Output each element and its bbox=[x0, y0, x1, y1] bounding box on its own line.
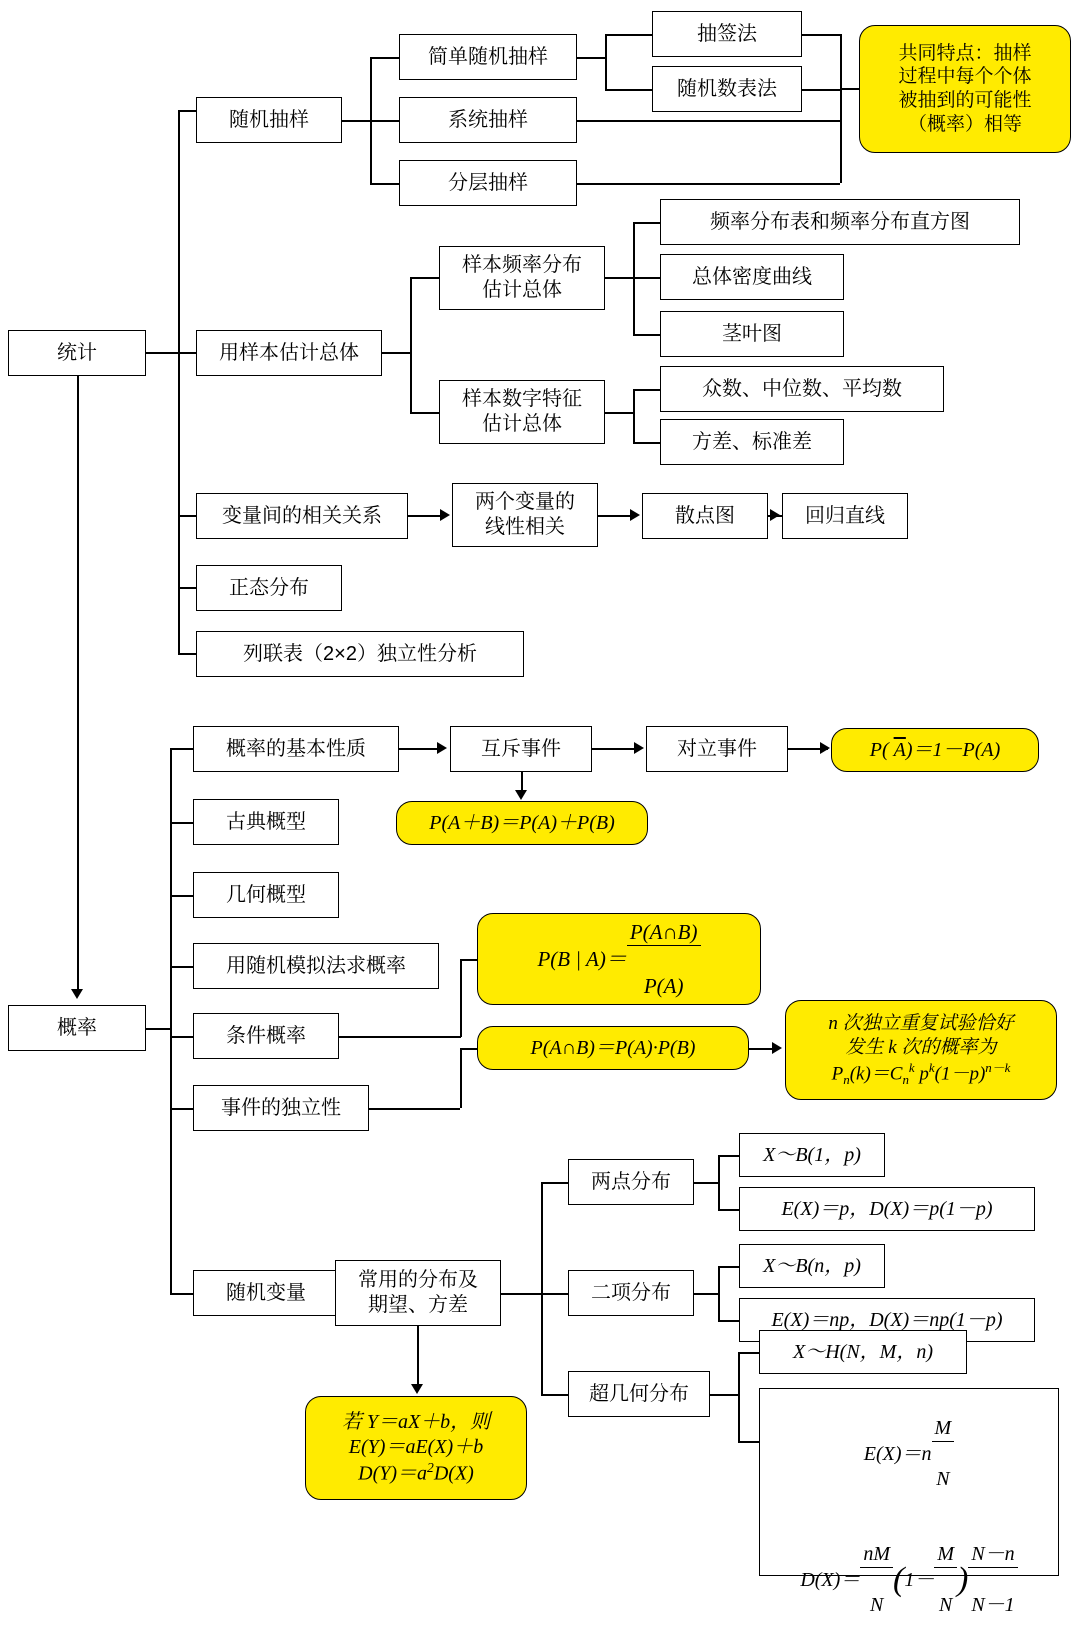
node-chaojihefenbu: 超几何分布 bbox=[568, 1371, 710, 1417]
formula-chaojihe-dx bbox=[800, 1517, 1017, 1643]
node-erxiangfenbu: 二项分布 bbox=[568, 1270, 694, 1316]
connector bbox=[170, 966, 194, 968]
node-chouqianfa: 抽签法 bbox=[652, 11, 802, 57]
formula-chaojihe-ex bbox=[864, 1391, 954, 1517]
connector bbox=[840, 34, 842, 183]
connector bbox=[633, 389, 635, 443]
node-sandiantu: 散点图 bbox=[642, 493, 768, 539]
connector bbox=[718, 1155, 740, 1157]
connector bbox=[501, 1293, 541, 1295]
node-gailvjibenxingzhi: 概率的基本性质 bbox=[193, 726, 399, 772]
connector bbox=[370, 120, 400, 122]
node-liangdianfenbu: 两点分布 bbox=[568, 1159, 694, 1205]
formula-chaojihe-dx-mid: 1－ bbox=[904, 1568, 935, 1591]
connector bbox=[605, 277, 633, 279]
formula-chaojihe-dx-frac2 bbox=[934, 1517, 957, 1643]
connector bbox=[170, 822, 194, 824]
connector bbox=[718, 1266, 740, 1268]
formula-chaojihe-dx-den1: N bbox=[869, 1594, 884, 1616]
connector bbox=[718, 1209, 740, 1211]
arrow-icon bbox=[820, 742, 830, 754]
node-fangcha: 方差、标准差 bbox=[660, 419, 844, 465]
connector bbox=[460, 1048, 478, 1050]
connector bbox=[417, 1326, 419, 1388]
connector bbox=[382, 352, 410, 354]
formula-chaojihe-dx-den3: N－1 bbox=[971, 1594, 1015, 1616]
connector bbox=[718, 1155, 720, 1210]
connector bbox=[605, 34, 653, 36]
connector bbox=[738, 1352, 740, 1442]
node-duilishijian: 对立事件 bbox=[646, 726, 788, 772]
connector bbox=[408, 515, 440, 517]
formula-tiaojiangailv bbox=[477, 913, 761, 1005]
node-fencengchouyang: 分层抽样 bbox=[399, 160, 577, 206]
formula-linear-line1: 若 Y＝aX＋b，则 bbox=[341, 1410, 491, 1433]
paren-close: ) bbox=[956, 1560, 969, 1598]
formula-bernoulli-line2: 发生 k 次的概率为 bbox=[845, 1036, 997, 1058]
connector bbox=[577, 57, 605, 59]
connector bbox=[170, 1293, 194, 1295]
formula-chaojihe-dx-frac1 bbox=[860, 1517, 893, 1643]
node-huiguizhixian: 回归直线 bbox=[782, 493, 908, 539]
formula-bernoulli-line1: n 次独立重复试验恰好 bbox=[828, 1013, 1014, 1035]
node-suijimoni: 用随机模拟法求概率 bbox=[193, 943, 439, 989]
formula-chaojihe-moments bbox=[759, 1388, 1059, 1616]
connector bbox=[718, 1266, 720, 1321]
node-jihegailixing: 几何概型 bbox=[193, 872, 339, 918]
formula-erxiang-2: E(X)＝np，D(X)＝np(1－p) bbox=[739, 1298, 1035, 1342]
formula-chaojihe-dx-frac3 bbox=[968, 1517, 1017, 1643]
connector bbox=[605, 412, 633, 414]
formula-chaojihe-ex-num: M bbox=[932, 1416, 955, 1442]
connector bbox=[633, 222, 661, 224]
connector bbox=[339, 1036, 461, 1038]
connector bbox=[541, 1182, 543, 1394]
formula-chaojihe-dx-left: D(X)＝ bbox=[800, 1568, 861, 1591]
connector bbox=[577, 183, 840, 185]
connector bbox=[710, 1394, 738, 1396]
connector bbox=[410, 277, 440, 279]
connector bbox=[178, 110, 180, 655]
connector bbox=[146, 352, 178, 354]
connector bbox=[460, 959, 462, 1037]
node-zhengtaifenbu: 正态分布 bbox=[196, 565, 342, 611]
arrow-icon bbox=[411, 1384, 423, 1394]
node-tongji: 统计 bbox=[8, 330, 146, 376]
connector bbox=[802, 34, 840, 36]
node-bianliangxiangguan: 变量间的相关关系 bbox=[196, 493, 408, 539]
formula-tiaojian-fraction bbox=[627, 893, 701, 1025]
node-suijichouyang: 随机抽样 bbox=[196, 97, 342, 143]
connector bbox=[410, 277, 412, 412]
connector bbox=[370, 57, 400, 59]
formula-tiaojian-denominator: P(A) bbox=[643, 973, 684, 998]
node-pinlvfenbubiao: 频率分布表和频率分布直方图 bbox=[660, 199, 1020, 245]
formula-chaojihe-dx-den2: N bbox=[938, 1594, 953, 1616]
node-huchishijian: 互斥事件 bbox=[450, 726, 592, 772]
node-gongtongtedian: 共同特点：抽样 过程中每个个体 被抽到的可能性 （概率）相等 bbox=[859, 25, 1071, 153]
formula-chaojihe-dx-num3: N－n bbox=[968, 1542, 1017, 1568]
connector bbox=[605, 34, 607, 91]
connector bbox=[694, 1182, 718, 1184]
node-suijibianliang: 随机变量 bbox=[193, 1270, 339, 1316]
connector bbox=[605, 89, 653, 91]
formula-linear-transform bbox=[305, 1396, 527, 1500]
node-zhongshu: 众数、中位数、平均数 bbox=[660, 366, 944, 412]
node-gudiangailixing: 古典概型 bbox=[193, 799, 339, 845]
formula-erxiang-1: X～B(n，p) bbox=[739, 1244, 885, 1288]
connector bbox=[633, 334, 661, 336]
connector bbox=[170, 1108, 194, 1110]
connector bbox=[738, 1352, 760, 1354]
formula-duili-text: P( $\overline{A})=1-P(A)$ bbox=[869, 738, 1001, 761]
node-shijiandulixing: 事件的独立性 bbox=[193, 1085, 369, 1131]
formula-duili bbox=[831, 728, 1039, 772]
formula-bernoulli-line3: $P_n(k)=C_n^k$ $p^k(1-p)^{n-k}$ bbox=[831, 1059, 1011, 1087]
node-suijishubiaofa: 随机数表法 bbox=[652, 66, 802, 112]
node-xitongchouyang: 系统抽样 bbox=[399, 97, 577, 143]
node-yongyangben: 用样本估计总体 bbox=[196, 330, 382, 376]
connector bbox=[370, 183, 400, 185]
arrow-icon bbox=[437, 742, 447, 754]
connector bbox=[541, 1394, 569, 1396]
formula-chaojihe-1: X～H(N，M，n) bbox=[759, 1330, 967, 1374]
connector bbox=[410, 412, 440, 414]
connector bbox=[170, 1036, 194, 1038]
arrow-icon bbox=[515, 790, 527, 800]
node-zongtimidu: 总体密度曲线 bbox=[660, 254, 844, 300]
node-tiaojiangailv: 条件概率 bbox=[193, 1013, 339, 1059]
connector bbox=[399, 748, 437, 750]
connector bbox=[802, 89, 840, 91]
connector bbox=[541, 1293, 569, 1295]
connector bbox=[840, 88, 860, 90]
formula-chaojihe-ex-left: E(X)＝n bbox=[863, 1442, 932, 1465]
formula-chaojihe-dx-num2: M bbox=[934, 1542, 957, 1568]
connector bbox=[633, 389, 661, 391]
connector bbox=[170, 748, 194, 750]
connector bbox=[342, 120, 370, 122]
connector bbox=[170, 895, 194, 897]
connector bbox=[633, 442, 661, 444]
formula-chaojihe-ex-fraction bbox=[932, 1391, 955, 1517]
connector bbox=[146, 1028, 170, 1030]
node-changyongfenbu: 常用的分布及 期望、方差 bbox=[335, 1260, 501, 1326]
formula-chaojihe-dx-num1: nM bbox=[860, 1542, 893, 1568]
formula-linear-line2: E(Y)＝aE(X)＋b bbox=[348, 1435, 484, 1458]
connector bbox=[460, 1048, 462, 1108]
connector bbox=[460, 959, 478, 961]
arrow-icon bbox=[634, 742, 644, 754]
node-yangbenshuzi: 样本数字特征 估计总体 bbox=[439, 380, 605, 444]
connector bbox=[369, 1108, 460, 1110]
formula-huchi: P(A＋B)＝P(A)＋P(B) bbox=[396, 801, 648, 845]
node-liangbianliang: 两个变量的 线性相关 bbox=[452, 483, 598, 547]
arrow-icon bbox=[772, 1042, 782, 1054]
formula-liangdian-2: E(X)＝p，D(X)＝p(1－p) bbox=[739, 1187, 1035, 1231]
connector bbox=[738, 1441, 760, 1443]
connector bbox=[577, 120, 840, 122]
connector bbox=[633, 277, 661, 279]
formula-liangdian-1: X～B(1，p) bbox=[739, 1133, 885, 1177]
connector bbox=[718, 1320, 740, 1322]
connector bbox=[77, 376, 79, 989]
node-jingyetu: 茎叶图 bbox=[660, 311, 844, 357]
formula-bernoulli bbox=[785, 1000, 1057, 1100]
paren-open: ( bbox=[892, 1560, 905, 1598]
formula-duli: P(A∩B)＝P(A)·P(B) bbox=[477, 1026, 749, 1070]
formula-linear-line3: $D(Y)=a^2D(X)$ bbox=[358, 1459, 474, 1485]
connector bbox=[592, 748, 634, 750]
connector bbox=[170, 748, 172, 1293]
formula-tiaojian-numerator: P(A∩B) bbox=[627, 919, 701, 946]
formula-chaojihe-ex-den: N bbox=[936, 1468, 950, 1490]
formula-tiaojian-left: P(B | A)＝ bbox=[537, 946, 627, 971]
connector bbox=[541, 1182, 569, 1184]
node-jiandanchouyang: 简单随机抽样 bbox=[399, 34, 577, 80]
arrow-icon bbox=[440, 509, 450, 521]
node-lianliaobiao: 列联表（2×2）独立性分析 bbox=[196, 631, 524, 677]
connector bbox=[598, 515, 630, 517]
connector bbox=[694, 1293, 718, 1295]
arrow-icon bbox=[71, 989, 83, 999]
arrow-icon bbox=[630, 509, 640, 521]
arrow-icon bbox=[770, 509, 780, 521]
node-yangbenpinlv: 样本频率分布 估计总体 bbox=[439, 246, 605, 310]
node-gailv: 概率 bbox=[8, 1005, 146, 1051]
